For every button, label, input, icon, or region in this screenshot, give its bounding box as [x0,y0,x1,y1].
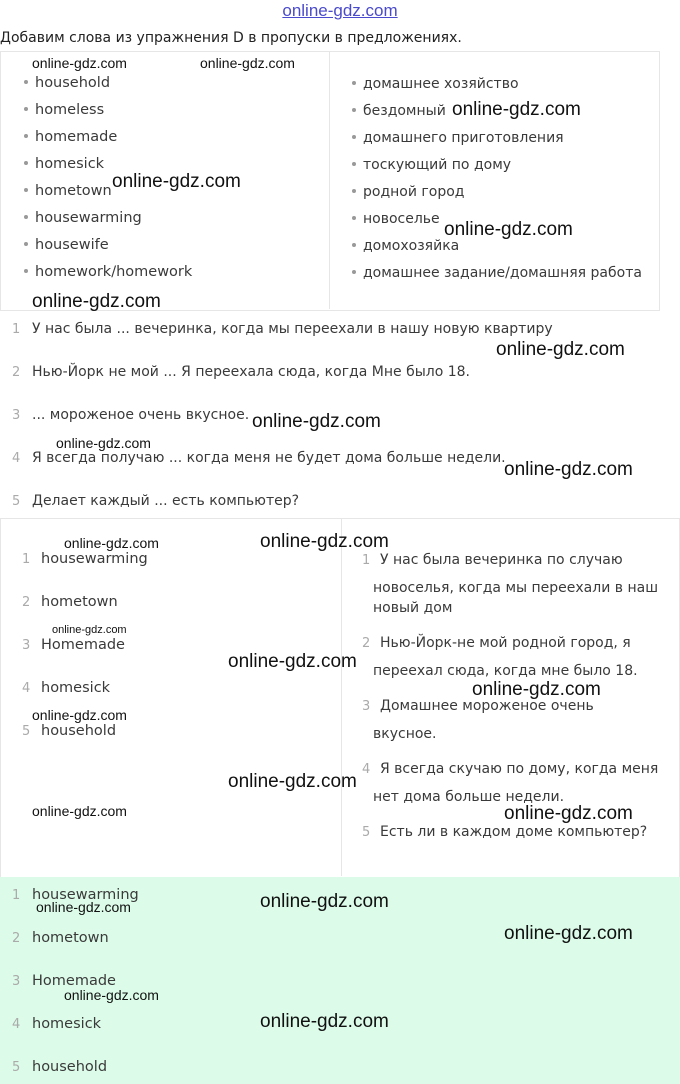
translation-line: новый дом [373,600,453,616]
vocab-russian-item: домашнее хозяйство [352,76,519,92]
vocab-russian-item: домашнего приготовления [352,130,564,146]
answers-divider [341,518,342,876]
final-answer-item: 3 Homemade [12,973,116,989]
header-watermark-link[interactable]: online-gdz.com [282,1,398,20]
vocab-english-item: homework/homework [24,264,192,280]
answer-left-item: 4 homesick [22,680,111,696]
bullet-icon [24,80,28,84]
translation-line: переехал сюда, когда мне было 18. [373,663,638,679]
sentence-item: 4 Я всегда получаю ... когда меня не будет дома больше недели. [12,450,506,466]
answer-left-item: 5 household [22,723,117,739]
translation-item: 4 Я всегда скучаю по дому, когда меня [362,761,659,777]
translation-line: Нью-Йорк-не мой родной город, я [380,635,631,651]
final-answer-item: 5 household [12,1059,108,1075]
translation-line: новоселья, когда мы переехали в наш [373,580,659,596]
watermark: online-gdz.com [32,803,127,819]
vocab-english-item: hometown [24,183,112,199]
translation-item: 2 Нью-Йорк-не мой родной город, я [362,635,631,651]
vocab-english-item: household [24,75,110,91]
final-answer-item: 1 housewarming [12,887,139,903]
bullet-icon [24,134,28,138]
translation-line: Я всегда скучаю по дому, когда меня [380,761,659,777]
bullet-icon [352,216,356,220]
watermark: online-gdz.com [112,171,241,192]
answer-left-item: 1 housewarming [22,551,148,567]
watermark: online-gdz.com [260,531,389,552]
bullet-icon [352,189,356,193]
watermark: online-gdz.com [504,459,633,480]
watermark: online-gdz.com [64,535,159,551]
sentence-item: 1 У нас была ... вечеринка, когда мы переехали в нашу новую квартиру [12,321,553,337]
final-answer-item: 4 homesick [12,1016,102,1032]
translation-line: вкусное. [373,726,437,742]
translation-item: 1 У нас была вечеринка по случаю [362,552,623,568]
final-answer-item: 2 hometown [12,930,109,946]
vocabulary-divider [329,51,330,309]
vocab-english-item: homemade [24,129,117,145]
watermark: online-gdz.com [252,411,381,432]
watermark: online-gdz.com [444,219,573,240]
watermark: online-gdz.com [496,339,625,360]
translation-item: 5 Есть ли в каждом доме компьютер? [362,824,648,840]
vocab-russian-item: родной город [352,184,464,200]
bullet-icon [24,161,28,165]
answer-left-item: 2 hometown [22,594,118,610]
vocab-english-item: homesick [24,156,104,172]
watermark: online-gdz.com [452,99,581,120]
sentence-item: 2 Нью-Йорк не мой ... Я переехала сюда, когда Мне было 18. [12,364,470,380]
sentence-item: 3 ... мороженое очень вкусное. [12,407,250,423]
watermark: online-gdz.com [64,987,159,1003]
translation-line: нет дома больше недели. [373,789,565,805]
translation-line: У нас была вечеринка по случаю [380,552,623,568]
vocab-russian-item: домашнее задание/домашняя работа [352,265,642,281]
vocab-russian-item: домохозяйка [352,238,459,254]
watermark: online-gdz.com [200,55,295,71]
watermark: online-gdz.com [32,55,127,71]
watermark: online-gdz.com [504,803,633,824]
vocab-english-item: housewife [24,237,109,253]
vocab-english-item: housewarming [24,210,142,226]
bullet-icon [352,162,356,166]
bullet-icon [352,243,356,247]
watermark: online-gdz.com [228,651,357,672]
translation-item: 3 Домашнее мороженое очень [362,698,594,714]
sentence-item: 5 Делает каждый ... есть компьютер? [12,493,300,509]
bullet-icon [24,215,28,219]
translation-line: Есть ли в каждом доме компьютер? [380,824,648,840]
vocab-russian-item: бездомный [352,103,446,119]
bullet-icon [352,135,356,139]
task-instruction: Добавим слова из упражнения D в пропуски в предложениях. [0,30,462,46]
watermark: online-gdz.com [260,891,389,912]
watermark: online-gdz.com [472,679,601,700]
bullet-icon [24,269,28,273]
bullet-icon [24,188,28,192]
watermark: online-gdz.com [56,435,151,451]
watermark: online-gdz.com [52,624,127,636]
bullet-icon [24,242,28,246]
vocab-english-item: homeless [24,102,104,118]
vocab-russian-item: тоскующий по дому [352,157,511,173]
watermark: online-gdz.com [36,899,131,915]
answer-left-item: 3 Homemade [22,637,125,653]
bullet-icon [352,270,356,274]
translation-line: Домашнее мороженое очень [380,698,594,714]
vocab-russian-item: новоселье [352,211,440,227]
watermark: online-gdz.com [32,707,127,723]
bullet-icon [352,108,356,112]
watermark: online-gdz.com [32,291,161,312]
bullet-icon [24,107,28,111]
bullet-icon [352,81,356,85]
watermark: online-gdz.com [504,923,633,944]
watermark: online-gdz.com [260,1011,389,1032]
watermark: online-gdz.com [228,771,357,792]
